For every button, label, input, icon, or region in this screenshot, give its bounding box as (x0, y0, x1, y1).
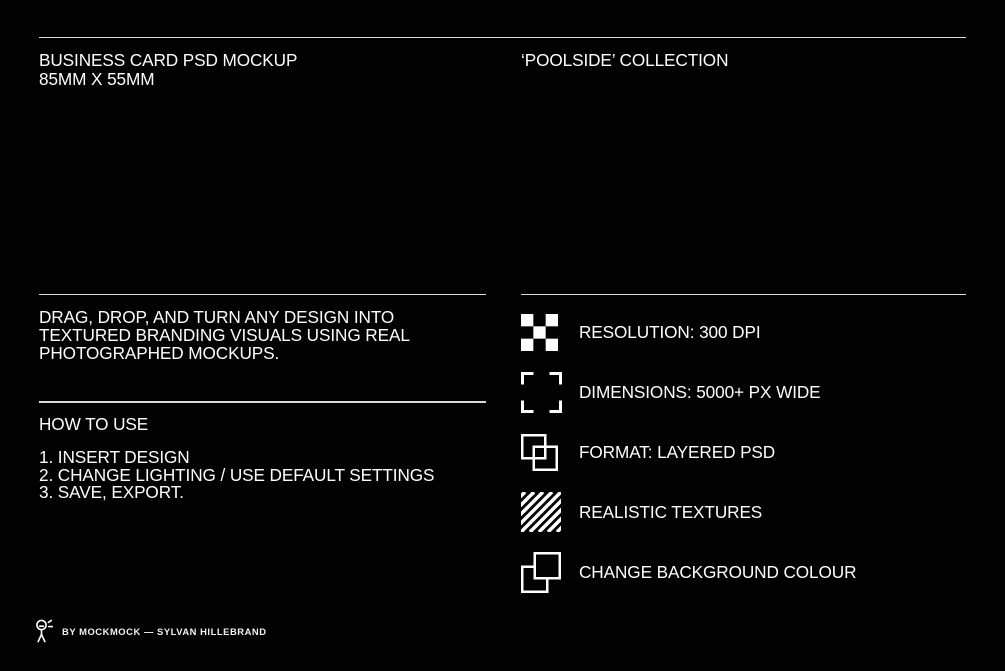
diagonal-hatch-icon (521, 492, 563, 532)
step-item: 2. CHANGE LIGHTING / USE DEFAULT SETTINGS (39, 464, 435, 485)
crop-marks-icon (521, 372, 563, 413)
product-header (39, 51, 297, 88)
feature-label: RESOLUTION: 300 DPI (579, 321, 761, 342)
feature-label: FORMAT: LAYERED PSD (579, 441, 776, 462)
step-item: 3. SAVE, EXPORT. (39, 482, 184, 503)
feature-resolution (521, 311, 761, 353)
description-line: DRAG, DROP, AND TURN ANY DESIGN INTO (39, 307, 395, 327)
mockmock-logo-icon (34, 618, 53, 645)
feature-label: REALISTIC TEXTURES (579, 501, 763, 522)
description-line: PHOTOGRAPHED MOCKUPS. (39, 342, 280, 363)
right-section-divider (521, 294, 966, 296)
description (39, 309, 410, 362)
feature-background (521, 551, 856, 593)
feature-dimensions (521, 371, 821, 413)
footer-credit (34, 616, 267, 646)
how-to-use-divider (39, 401, 486, 403)
top-divider (39, 37, 966, 39)
feature-label: CHANGE BACKGROUND COLOUR (579, 561, 857, 582)
checkerboard-icon (521, 314, 563, 351)
how-to-use-steps (39, 449, 434, 502)
credit-text: BY MOCKMOCK — SYLVAN HILLEBRAND (62, 625, 267, 637)
how-to-use-heading: HOW TO USE (39, 414, 149, 434)
feature-textures (521, 491, 762, 533)
background-swap-icon (521, 552, 563, 593)
step-item: 1. INSERT DESIGN (39, 447, 190, 467)
left-section-divider (39, 294, 486, 296)
product-dimensions: 85MM X 55MM (39, 68, 155, 89)
collection-title: ‘POOLSIDE’ COLLECTION (521, 50, 729, 70)
product-title: BUSINESS CARD PSD MOCKUP (39, 50, 298, 70)
layered-squares-icon (521, 434, 563, 471)
feature-format (521, 431, 775, 473)
description-line: TEXTURED BRANDING VISUALS USING REAL (39, 324, 410, 345)
feature-label: DIMENSIONS: 5000+ PX WIDE (579, 381, 821, 402)
